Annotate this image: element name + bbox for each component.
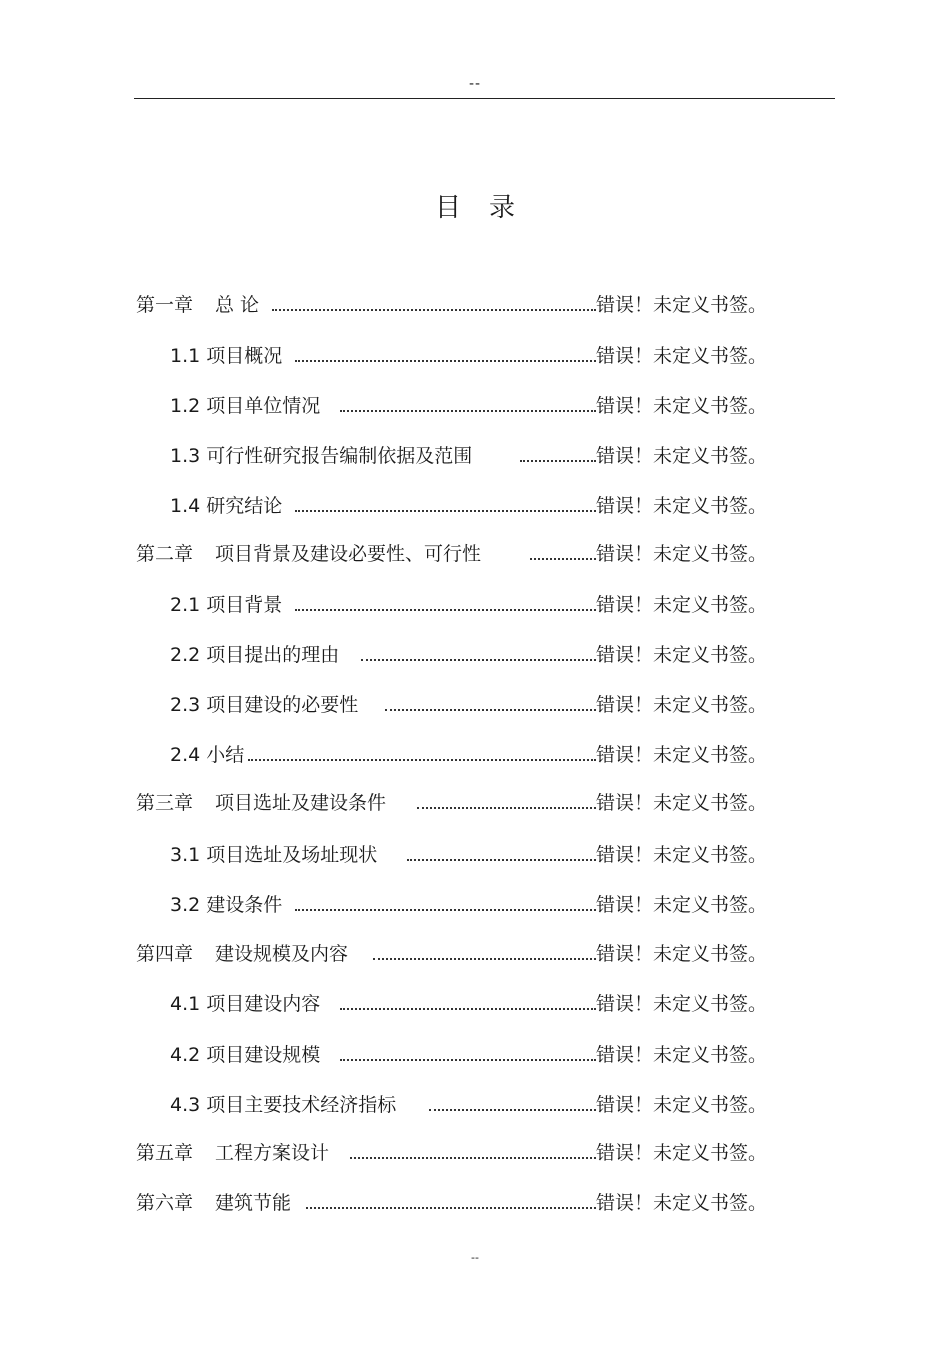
toc-entry-label [136, 541, 481, 567]
toc-entry[interactable] [0, 393, 950, 419]
toc-entry-page: 错误！未定义书签。 [596, 894, 768, 916]
toc-entry-page: 错误！未定义书签。 [596, 644, 768, 666]
toc-entry-label [170, 692, 358, 718]
toc-entry-label [136, 790, 386, 816]
toc-entry-number: 第五章 [136, 1142, 194, 1164]
toc-entry-leader [429, 1109, 596, 1111]
toc-entry-leader [272, 309, 596, 311]
toc-entry-label [170, 343, 282, 369]
toc-entry-title: 项目概况 [206, 345, 283, 367]
toc-entry-title: 项目单位情况 [206, 395, 321, 417]
toc-entry-page: 错误！未定义书签。 [596, 445, 768, 467]
toc-entry-title: 项目背景 [206, 594, 283, 616]
toc-entry-page: 错误！未定义书签。 [596, 1142, 768, 1164]
toc-entry-page: 错误！未定义书签。 [596, 844, 768, 866]
toc-entry[interactable] [0, 692, 950, 718]
toc-entry-number: 1.1 [170, 345, 201, 367]
toc-entry[interactable] [0, 642, 950, 668]
toc-entry-label [136, 1140, 329, 1166]
toc-entry[interactable] [0, 1092, 950, 1118]
toc-entry-number: 3.1 [170, 844, 201, 866]
toc-entry-label [170, 592, 282, 618]
toc-entry-label [170, 642, 339, 668]
toc-entry-page: 错误！未定义书签。 [596, 1192, 768, 1214]
toc-entry-label [136, 941, 348, 967]
toc-entry-leader [306, 1207, 596, 1209]
toc-entry[interactable] [0, 842, 950, 868]
toc-entry-number: 第四章 [136, 943, 194, 965]
toc-entry-label [170, 991, 320, 1017]
toc-entry-number: 2.2 [170, 644, 201, 666]
toc-entry[interactable] [0, 292, 950, 318]
toc-entry-leader [407, 859, 596, 861]
toc-entry-page: 错误！未定义书签。 [596, 993, 768, 1015]
toc-entry-label [136, 1190, 291, 1216]
toc-entry-leader [248, 759, 596, 761]
toc-entry-page: 错误！未定义书签。 [596, 495, 768, 517]
toc-entry-number: 第六章 [136, 1192, 194, 1214]
toc-entry-label [170, 1042, 320, 1068]
toc-entry-title: 项目背景及建设必要性、可行性 [215, 543, 482, 565]
toc-entry-title: 项目选址及场址现状 [206, 844, 378, 866]
toc-entry-title: 小结 [206, 744, 245, 766]
toc-entry-page: 错误！未定义书签。 [596, 345, 768, 367]
toc-entry-label [170, 842, 377, 868]
toc-entry-title: 研究结论 [206, 495, 283, 517]
toc-entry-label [170, 892, 282, 918]
toc-entry[interactable] [0, 941, 950, 967]
toc-entry-leader [385, 709, 596, 711]
toc-entry-title: 项目主要技术经济指标 [206, 1094, 397, 1116]
toc-entry-title: 项目提出的理由 [206, 644, 340, 666]
toc-entry-number: 2.3 [170, 694, 201, 716]
toc-title-char: 录 [489, 193, 516, 223]
toc-entry-title: 工程方案设计 [215, 1142, 330, 1164]
toc-entry[interactable] [0, 443, 950, 469]
toc-entry-title: 项目选址及建设条件 [215, 792, 387, 814]
toc-entry-label [170, 1092, 396, 1118]
toc-entry-title: 建筑节能 [215, 1192, 292, 1214]
toc-entry[interactable] [0, 493, 950, 519]
toc-entry-label [170, 393, 320, 419]
toc-entry-leader [340, 1008, 596, 1010]
toc-entry-page: 错误！未定义书签。 [596, 694, 768, 716]
toc-entry-leader [530, 558, 596, 560]
toc-entry-number: 1.3 [170, 445, 201, 467]
toc-entry-title: 项目建设内容 [206, 993, 321, 1015]
toc-entry-number: 第二章 [136, 543, 194, 565]
toc-entry-page: 错误！未定义书签。 [596, 792, 768, 814]
toc-entry[interactable] [0, 790, 950, 816]
toc-entry-page: 错误！未定义书签。 [596, 943, 768, 965]
page-footer-mark: -- [471, 1251, 479, 1264]
toc-entry-title: 项目建设规模 [206, 1044, 321, 1066]
toc-entry[interactable] [0, 1190, 950, 1216]
toc-entry-number: 2.4 [170, 744, 201, 766]
toc-entry-leader [520, 460, 596, 462]
toc-entry-leader [340, 410, 596, 412]
toc-entry-title: 总 论 [215, 294, 260, 316]
toc-entry-label [136, 292, 259, 318]
toc-entry-leader [340, 1059, 596, 1061]
toc-entry-title: 建设条件 [206, 894, 283, 916]
toc-entry-leader [417, 807, 596, 809]
toc-entry-page: 错误！未定义书签。 [596, 1044, 768, 1066]
toc-entry-number: 第一章 [136, 294, 194, 316]
toc-entry-label [170, 493, 282, 519]
page-header-mark: -- [468, 76, 482, 92]
toc-entry-label [170, 742, 244, 768]
toc-entry[interactable] [0, 1140, 950, 1166]
toc-entry-leader [361, 659, 596, 661]
toc-entry-page: 错误！未定义书签。 [596, 1094, 768, 1116]
toc-entry-number: 1.4 [170, 495, 201, 517]
page-header-rule [134, 98, 835, 99]
toc-title [0, 190, 950, 226]
toc-entry[interactable] [0, 742, 950, 768]
toc-entry-title: 项目建设的必要性 [206, 694, 359, 716]
toc-entry-title: 可行性研究报告编制依据及范围 [206, 445, 473, 467]
toc-entry-leader [295, 609, 596, 611]
toc-entry-page: 错误！未定义书签。 [596, 294, 768, 316]
toc-entry[interactable] [0, 991, 950, 1017]
toc-entry-leader [295, 510, 596, 512]
toc-entry[interactable] [0, 592, 950, 618]
toc-entry-number: 2.1 [170, 594, 201, 616]
toc-entry-number: 4.3 [170, 1094, 201, 1116]
toc-entry-title: 建设规模及内容 [215, 943, 349, 965]
toc-entry-page: 错误！未定义书签。 [596, 543, 768, 565]
toc-entry[interactable] [0, 1042, 950, 1068]
toc-entry-number: 4.2 [170, 1044, 201, 1066]
toc-entry-leader [373, 958, 596, 960]
toc-entry-leader [350, 1157, 596, 1159]
toc-entry-number: 3.2 [170, 894, 201, 916]
toc-entry[interactable] [0, 892, 950, 918]
toc-entry-page: 错误！未定义书签。 [596, 395, 768, 417]
toc-entry-label [170, 443, 472, 469]
toc-entry-leader [295, 909, 596, 911]
toc-entry-number: 第三章 [136, 792, 194, 814]
toc-entry-page: 错误！未定义书签。 [596, 594, 768, 616]
toc-entry-page: 错误！未定义书签。 [596, 744, 768, 766]
toc-entry-number: 4.1 [170, 993, 201, 1015]
toc-entry[interactable] [0, 541, 950, 567]
toc-title-char: 目 [434, 193, 461, 223]
toc-entry[interactable] [0, 343, 950, 369]
toc-entry-number: 1.2 [170, 395, 201, 417]
toc-entry-leader [295, 360, 596, 362]
